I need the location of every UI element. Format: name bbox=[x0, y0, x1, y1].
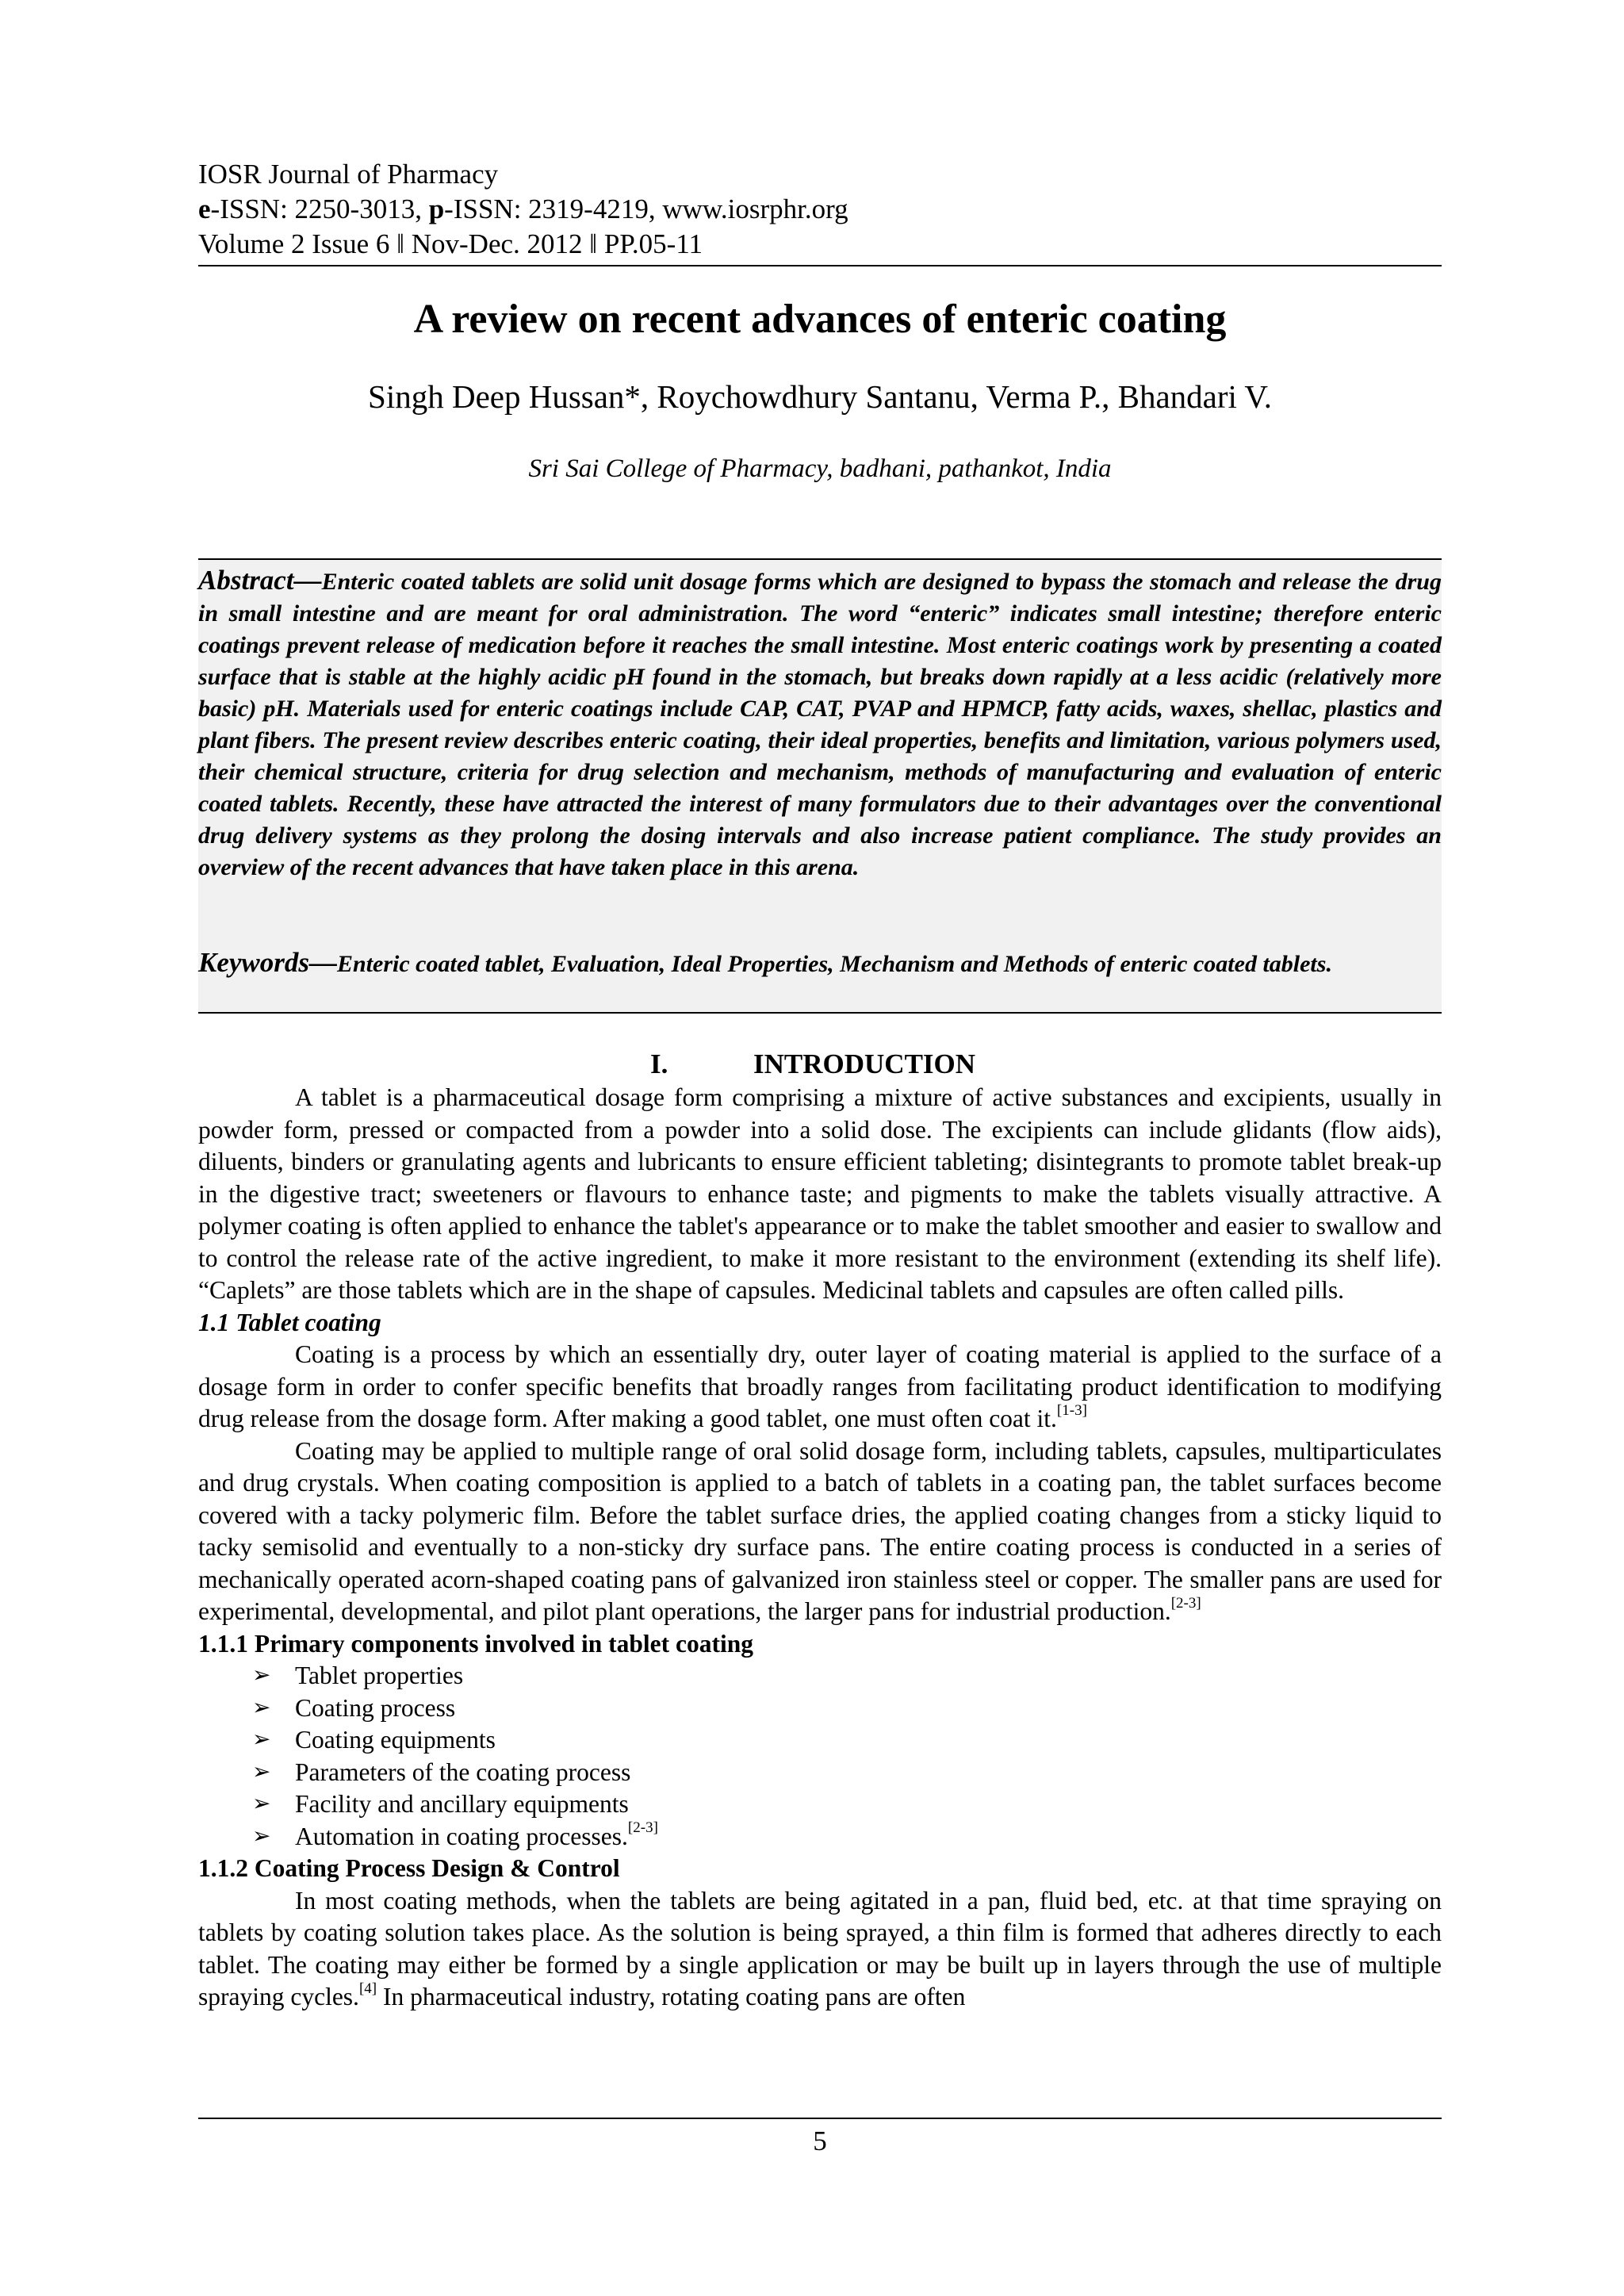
list-item-text: Tablet properties bbox=[295, 1662, 464, 1689]
arrow-bullet-icon: ➢ bbox=[252, 1792, 271, 1816]
issn-e-rest: -ISSN: 2250-3013, bbox=[210, 194, 429, 224]
bullet-list bbox=[198, 1660, 1442, 1853]
issn-p-prefix: p bbox=[428, 194, 445, 224]
citation: [2-3] bbox=[1170, 1594, 1201, 1612]
subsection-heading: 1.1 Tablet coating bbox=[198, 1308, 381, 1336]
page-number: 5 bbox=[813, 2125, 827, 2156]
citation: [2-3] bbox=[627, 1819, 658, 1836]
paragraph-text: In pharmaceutical industry, rotating coating pans are often bbox=[377, 1983, 966, 2010]
keywords-text: Enteric coated tablet, Evaluation, Ideal Properties, Mechanism and Methods of enteric coated tablets. bbox=[337, 951, 1332, 977]
issn-line bbox=[198, 192, 848, 227]
list-item bbox=[198, 1692, 1442, 1725]
paragraph-text: Coating may be applied to multiple range of oral solid dosage form, including tablets, capsules, multiparticulates and drug crystals. When coating composition is applied to a batch of tablets in a coating pan, the tablet surfaces become covered with a tacky polymeric film. Before the tablet surface dries, the applied coating changes from a sticky liquid to tacky semisolid and eventually to a non-sticky dry surface pans. The entire coating process is conducted in a series of mechanically operated acorn-shaped coating pans of galvanized iron stainless steel or copper. The smaller pans are used for experimental, developmental, and pilot plant operations, the larger pans for industrial production. bbox=[198, 1436, 1442, 1625]
authors: Singh Deep Hussan*, Roychowdhury Santanu, Verma P., Bhandari V. bbox=[368, 378, 1272, 415]
list-item bbox=[198, 1660, 1442, 1692]
list-item-text: Coating equipments bbox=[295, 1726, 496, 1754]
arrow-bullet-icon: ➢ bbox=[252, 1759, 271, 1784]
affiliation: Sri Sai College of Pharmacy, badhani, pathankot, India bbox=[528, 454, 1112, 483]
arrow-bullet-icon: ➢ bbox=[252, 1663, 271, 1688]
paragraph-text: In most coating methods, when the tablets are being agitated in a pan, fluid bed, etc. at that time spraying on tablets by coating solution takes place. As the solution is being sprayed, a thin film is formed that adheres directly to each tablet. The coating may either be formed by a single application or may be built up in layers through the use of multiple spraying cycles. bbox=[198, 1886, 1442, 2010]
section-title: INTRODUCTION bbox=[753, 1048, 976, 1079]
list-item-text: Parameters of the coating process bbox=[295, 1757, 631, 1786]
keywords bbox=[198, 947, 1442, 980]
paper-title: A review on recent advances of enteric coating bbox=[413, 297, 1227, 342]
subsection-heading: 1.1.1 Primary components involved in tablet coating bbox=[198, 1629, 753, 1658]
paragraph bbox=[198, 1339, 1442, 1435]
arrow-bullet-icon: ➢ bbox=[252, 1727, 271, 1752]
paragraph bbox=[198, 1885, 1442, 2014]
list-item bbox=[198, 1757, 1442, 1789]
header-rule bbox=[198, 265, 1442, 266]
abstract-box bbox=[198, 558, 1442, 1014]
body-text bbox=[198, 1082, 1442, 2014]
journal-name: IOSR Journal of Pharmacy bbox=[198, 159, 499, 190]
issn-p-rest: -ISSN: 2319-4219, www.iosrphr.org bbox=[444, 194, 848, 224]
keywords-lead: Keywords— bbox=[198, 947, 337, 978]
list-item-text: Coating process bbox=[295, 1693, 456, 1722]
paragraph bbox=[198, 1435, 1442, 1628]
subsection-heading: 1.1.2 Coating Process Design & Control bbox=[198, 1854, 620, 1882]
citation: [1-3] bbox=[1056, 1401, 1087, 1419]
footer-rule bbox=[198, 2118, 1442, 2119]
abstract-text: Enteric coated tablets are solid unit dosage forms which are designed to bypass the stomach and release the drug in small intestine and are meant for oral administration. The word “enteric” indicates small intestine; therefore enteric coatings prevent release of medication before it reaches the small intestine. Most enteric coatings work by presenting a coated surface that is stable at the highly acidic pH found in the stomach, but breaks down rapidly at a less acidic (relatively more basic) pH. Materials used for enteric coatings include CAP, CAT, PVAP and HPMCP, fatty acids, waxes, shellac, plastics and plant fibers. The present review describes enteric coating, their ideal properties, benefits and limitation, various polymers used, their chemical structure, criteria for drug selection and mechanism, methods of manufacturing and evaluation of enteric coated tablets. Recently, these have attracted the interest of many formulators due to their advantages over the conventional drug delivery systems as they prolong the dosing intervals and also increase patient compliance. The study provides an overview of the recent advances that have taken place in this arena. bbox=[198, 569, 1442, 880]
abstract-lead: Abstract— bbox=[198, 565, 322, 596]
abstract bbox=[198, 565, 1442, 884]
paragraph-text: Coating is a process by which an essentially dry, outer layer of coating material is applied to the surface of a dosage form in order to confer specific benefits that broadly ranges from facilitating product identification to modifying drug release from the dosage form. After making a good tablet, one must often coat it. bbox=[198, 1340, 1442, 1432]
list-item bbox=[198, 1724, 1442, 1757]
issn-e-prefix: e bbox=[198, 194, 211, 224]
list-item bbox=[198, 1821, 1442, 1853]
list-item bbox=[198, 1788, 1442, 1821]
volume-line: Volume 2 Issue 6 ǁ Nov-Dec. 2012 ǁ PP.05-11 bbox=[198, 228, 703, 259]
list-item-text: Facility and ancillary equipments bbox=[295, 1790, 629, 1818]
arrow-bullet-icon: ➢ bbox=[252, 1695, 271, 1720]
section-number: I. bbox=[650, 1048, 668, 1079]
arrow-bullet-icon: ➢ bbox=[252, 1823, 271, 1849]
journal-header bbox=[198, 157, 848, 262]
list-item-text: Automation in coating processes. bbox=[295, 1822, 628, 1850]
intro-paragraph: A tablet is a pharmaceutical dosage form comprising a mixture of active substances and excipients, usually in powder form, pressed or compacted from a powder into a solid dose. The excipients can include glidants (flow aids), diluents, binders or granulating agents and lubricants to ensure efficient tableting; disintegrants to promote tablet break-up in the digestive tract; sweeteners or flavours to enhance taste; and pigments to make the tablets visually attractive. A polymer coating is often applied to enhance the tablet's appearance or to make the tablet smoother and easier to swallow and to control the release rate of the active ingredient, to make it more resistant to the environment (extending its shelf life). “Caplets” are those tablets which are in the shape of capsules. Medicinal tablets and capsules are often called pills. bbox=[198, 1083, 1442, 1304]
citation: [4] bbox=[358, 1980, 377, 1997]
